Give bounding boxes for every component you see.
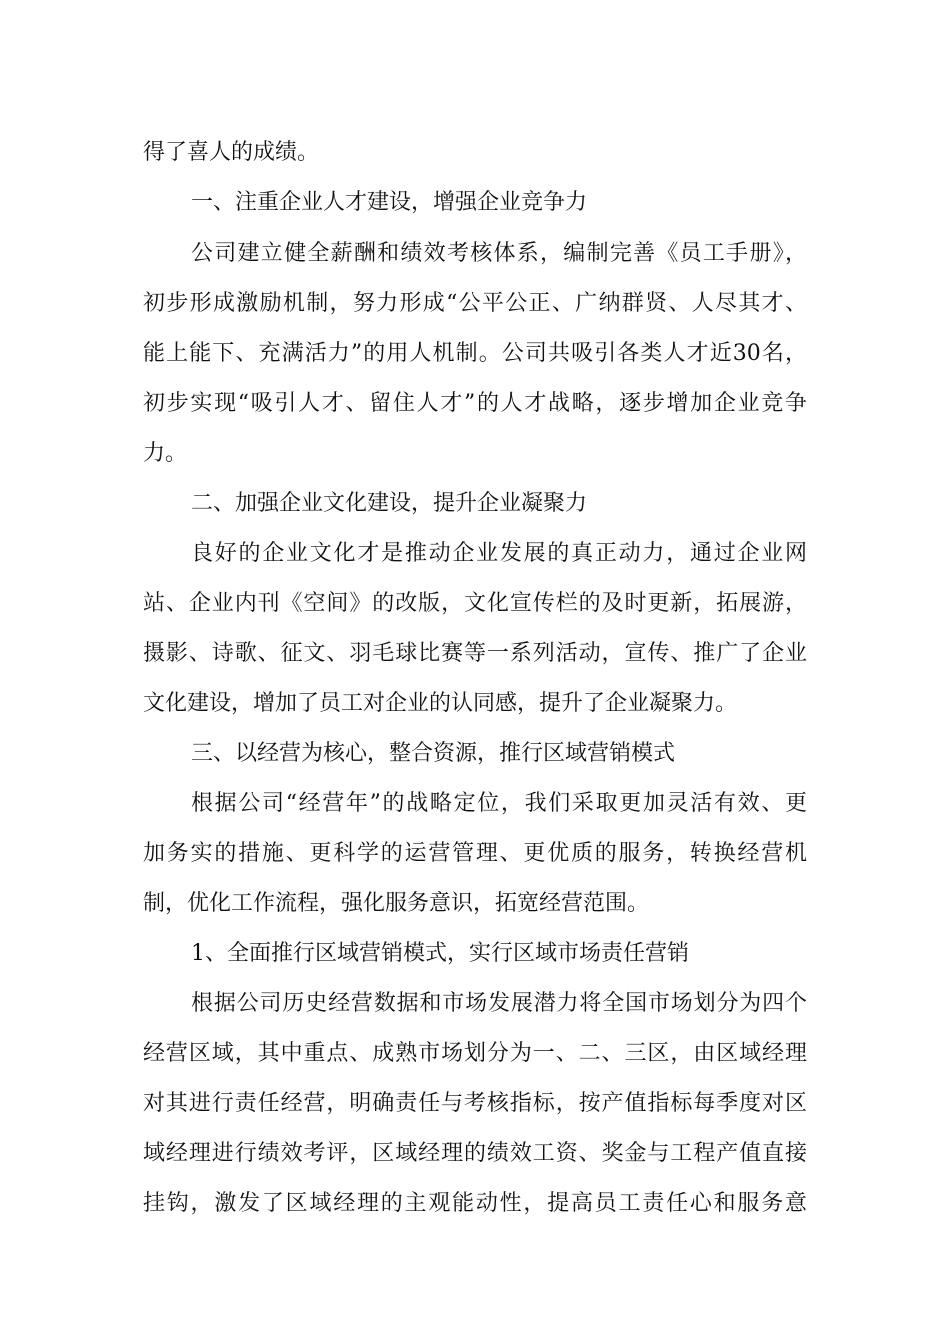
paragraph-line: 挂钩，激发了区域经理的主观能动性，提高员工责任心和服务意	[143, 1191, 807, 1216]
paragraph-line: 能上能下、充满活力”的用人机制。公司共吸引各类人才近30名，	[143, 341, 807, 366]
paragraph-line: 初步实现“吸引人才、留住人才”的人才战略，逐步增加企业竞争	[143, 391, 807, 416]
paragraph-continuation-line: 得了喜人的成绩。	[143, 140, 320, 165]
paragraph-line: 域经理进行绩效考评，区域经理的绩效工资、奖金与工程产值直接	[143, 1141, 807, 1166]
paragraph-line: 力。	[143, 441, 188, 466]
section-heading-2: 二、加强企业文化建设，提升企业凝聚力	[191, 491, 588, 516]
section-heading-3: 三、以经营为核心，整合资源，推行区域营销模式	[191, 741, 676, 766]
paragraph-line: 根据公司历史经营数据和市场发展潜力将全国市场划分为四个	[191, 991, 807, 1016]
paragraph-line: 摄影、诗歌、征文、羽毛球比赛等一系列活动，宣传、推广了企业	[143, 641, 807, 666]
paragraph-line: 公司建立健全薪酬和绩效考核体系，编制完善《员工手册》，	[191, 241, 807, 266]
paragraph-line: 良好的企业文化才是推动企业发展的真正动力，通过企业网	[191, 541, 807, 566]
paragraph-line: 经营区域，其中重点、成熟市场划分为一、二、三区，由区域经理	[143, 1041, 807, 1066]
paragraph-line: 文化建设，增加了员工对企业的认同感，提升了企业凝聚力。	[143, 691, 738, 716]
paragraph-line: 初步形成激励机制，努力形成“公平公正、广纳群贤、人尽其才、	[143, 291, 807, 316]
paragraph-line: 根据公司“经营年”的战略定位，我们采取更加灵活有效、更	[191, 791, 807, 816]
paragraph-line: 对其进行责任经营，明确责任与考核指标，按产值指标每季度对区	[143, 1091, 807, 1116]
paragraph-line: 站、企业内刊《空间》的改版，文化宣传栏的及时更新，拓展游，	[143, 591, 807, 616]
section-heading-1: 一、注重企业人才建设，增强企业竞争力	[191, 190, 588, 215]
subsection-heading-1: 1、全面推行区域营销模式，实行区域市场责任营销	[191, 941, 689, 966]
paragraph-line: 制，优化工作流程，强化服务意识，拓宽经营范围。	[143, 891, 650, 916]
paragraph-line: 加务实的措施、更科学的运营管理、更优质的服务，转换经营机	[143, 841, 807, 866]
